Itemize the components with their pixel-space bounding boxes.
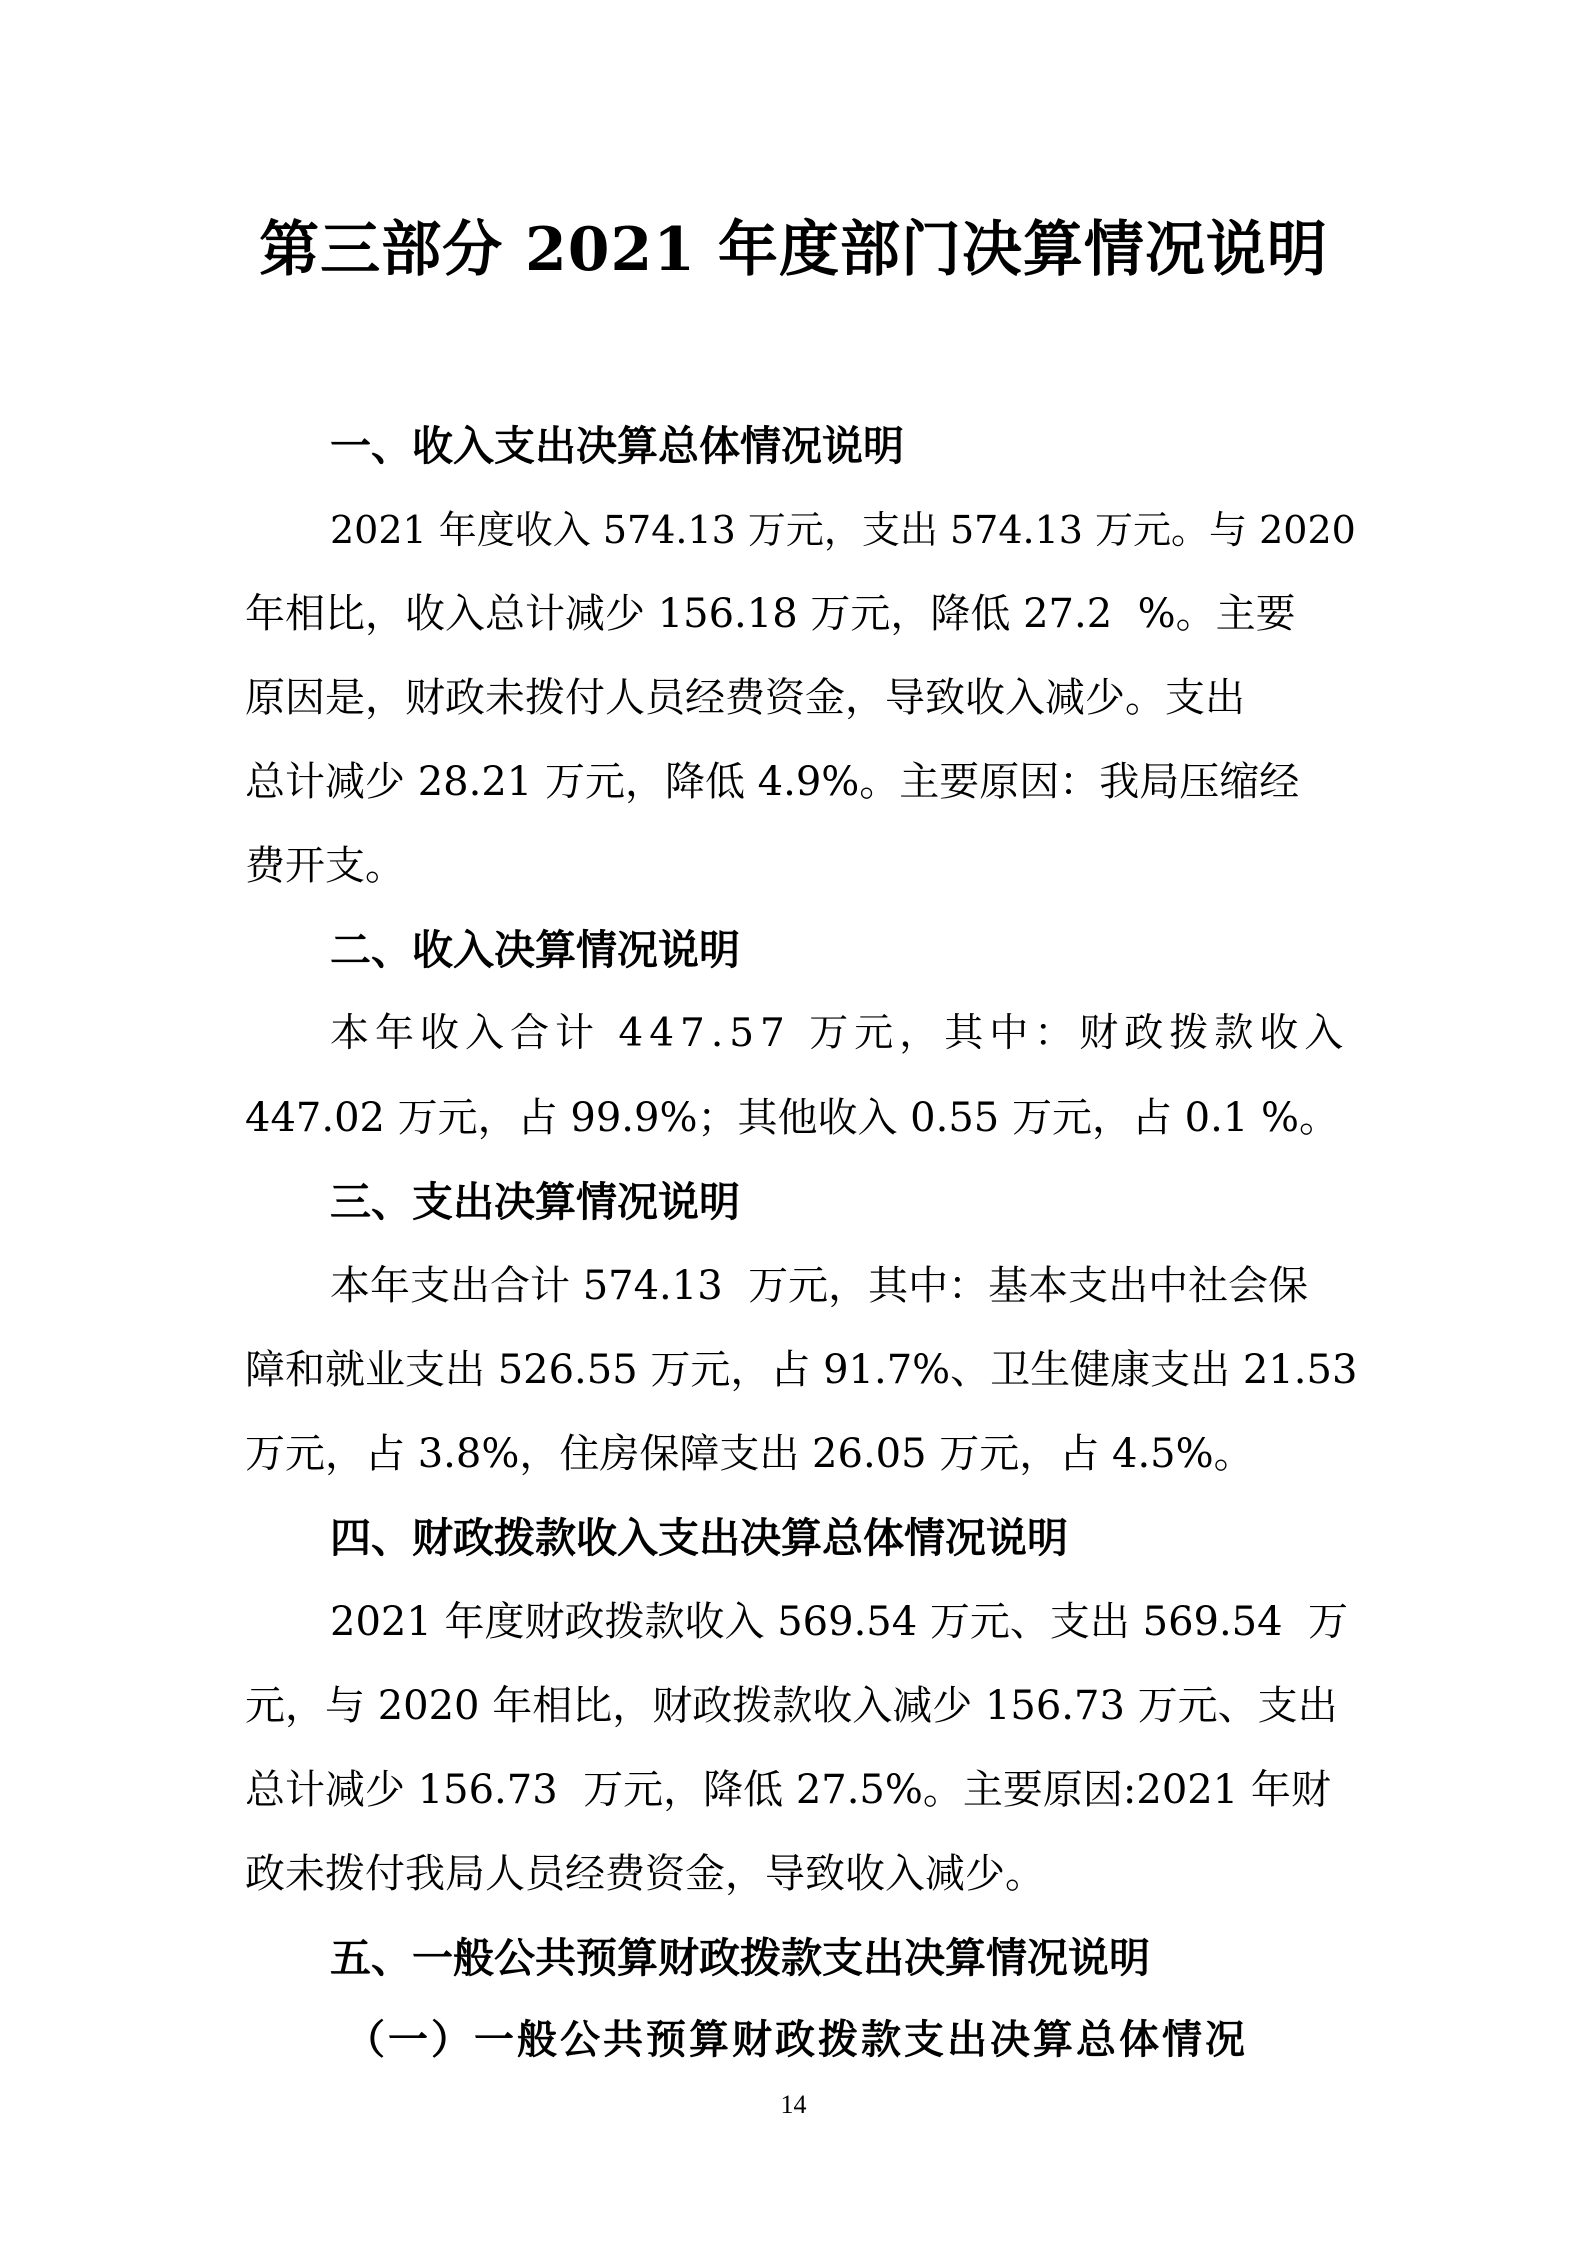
section-3-line-1: 本年支出合计 574.13 万元，其中：基本支出中社会保 bbox=[330, 1263, 1309, 1309]
section-1-heading: 一、收入支出决算总体情况说明 bbox=[330, 422, 904, 470]
section-1-line-4: 总计减少 28.21 万元，降低 4.9%。主要原因：我局压缩经 bbox=[245, 759, 1300, 805]
section-4-line-1: 2021 年度财政拨款收入 569.54 万元、支出 569.54 万 bbox=[330, 1599, 1349, 1645]
section-3-line-3: 万元，占 3.8%，住房保障支出 26.05 万元，占 4.5%。 bbox=[245, 1431, 1254, 1477]
section-3-line-2: 障和就业支出 526.55 万元，占 91.7%、卫生健康支出 21.53 bbox=[245, 1347, 1358, 1393]
section-2-line-2: 447.02 万元，占 99.9%；其他收入 0.55 万元，占 0.1 %。 bbox=[245, 1095, 1340, 1141]
section-5-heading: 五、一般公共预算财政拨款支出决算情况说明 bbox=[330, 1934, 1150, 1982]
subsection-heading: （一）一般公共预算财政拨款支出决算总体情况 bbox=[345, 2016, 1248, 2063]
section-1-line-5: 费开支。 bbox=[245, 843, 405, 889]
section-4-line-2: 元，与 2020 年相比，财政拨款收入减少 156.73 万元、支出 bbox=[245, 1683, 1338, 1729]
section-2-heading: 二、收入决算情况说明 bbox=[330, 926, 740, 974]
section-4-line-4: 政未拨付我局人员经费资金，导致收入减少。 bbox=[245, 1851, 1045, 1897]
section-1-line-2: 年相比，收入总计减少 156.18 万元，降低 27.2 %。主要 bbox=[245, 591, 1296, 637]
section-1-line-3: 原因是，财政未拨付人员经费资金，导致收入减少。支出 bbox=[245, 675, 1245, 721]
section-1-line-1: 2021 年度收入 574.13 万元，支出 574.13 万元。与 2020 bbox=[330, 508, 1356, 552]
section-2-line-1: 本年收入合计 447.57 万元，其中：财政拨款收入 bbox=[330, 1011, 1350, 1056]
page-number: 14 bbox=[780, 2090, 807, 2119]
page-title: 第三部分 2021 年度部门决算情况说明 bbox=[259, 215, 1328, 285]
section-3-heading: 三、支出决算情况说明 bbox=[330, 1178, 740, 1226]
section-4-line-3: 总计减少 156.73 万元，降低 27.5%。主要原因:2021 年财 bbox=[245, 1767, 1331, 1813]
section-4-heading: 四、财政拨款收入支出决算总体情况说明 bbox=[330, 1514, 1068, 1562]
